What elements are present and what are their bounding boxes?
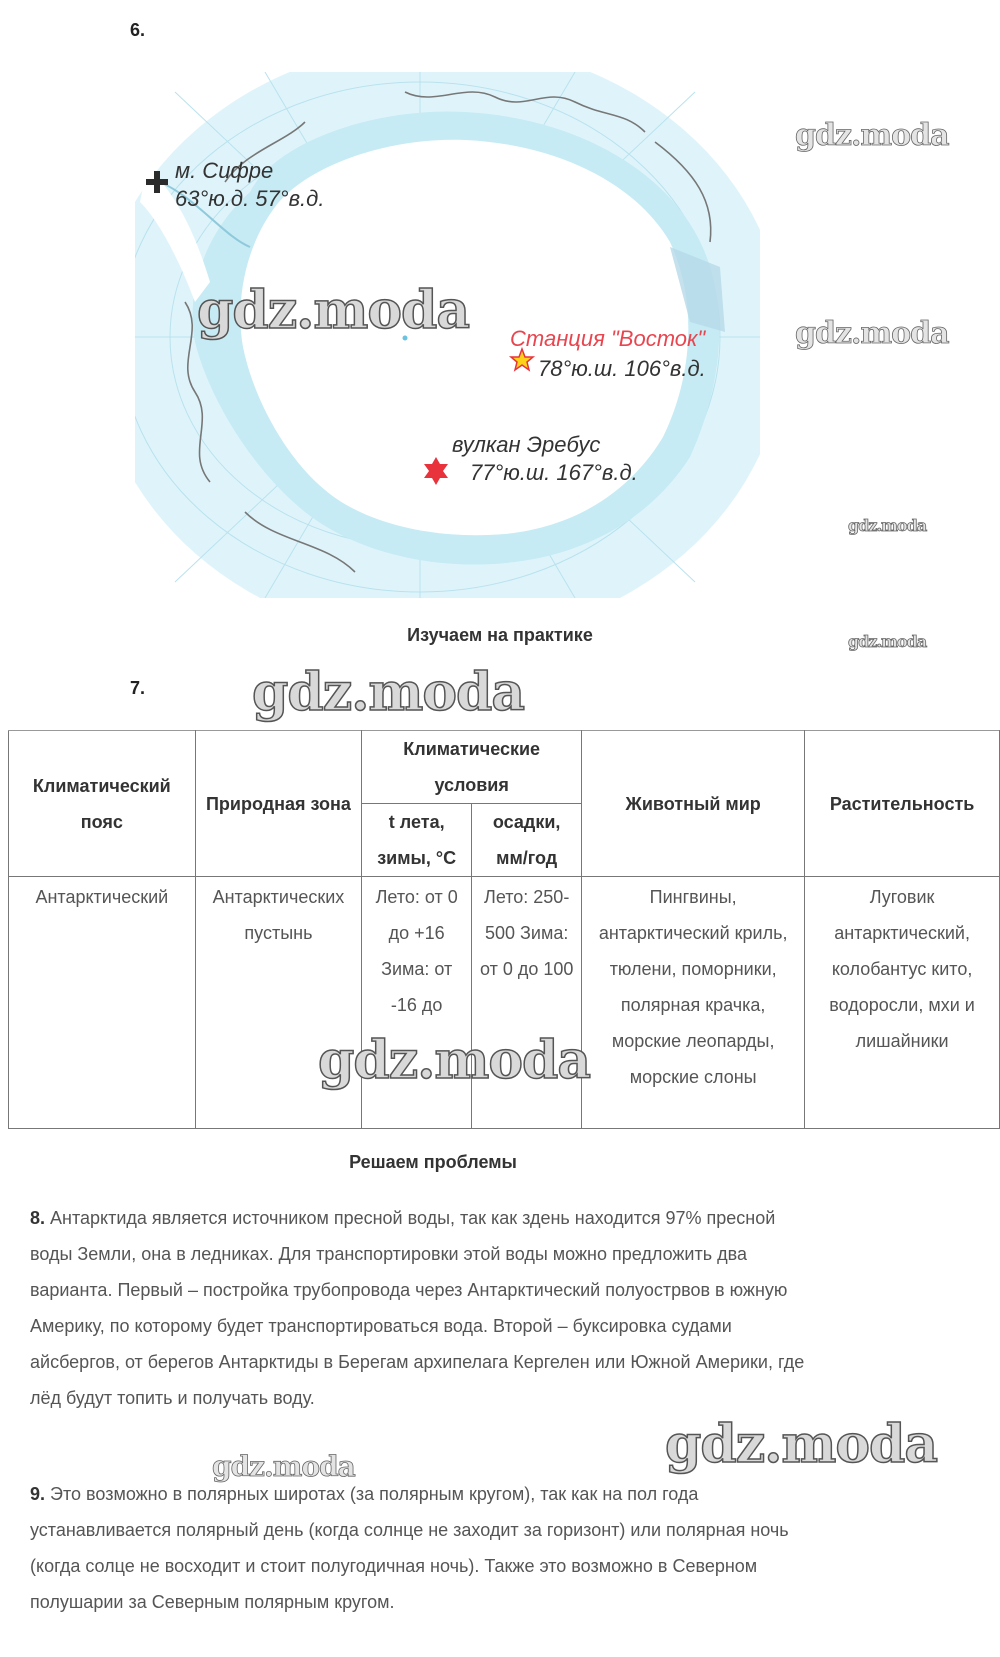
task-8-text: Антарктида является источником пресной воды, так как здень находится 97% пресной воды Земли, она в ледниках. Для транспортировки этой воды можно предложить два варианта. Первый – постройка трубопровода через Антарктический полуострвов в южную Америку, по которому будет транспортироваться вода. Второй – буксировка судами айсбергов, от берегов Антарктиды в Берегам архипелага Кергелен или Южной Америки, где лёд будут топить и получать воду. — [30, 1208, 805, 1408]
watermark: gdz.moda — [665, 1414, 938, 1475]
header-zone: Природная зона — [195, 731, 362, 877]
header-fauna: Животный мир — [582, 731, 805, 877]
sifre-label: м. Сифре — [175, 158, 274, 183]
watermark: gdz.moda — [848, 516, 927, 535]
watermark: gdz.moda — [795, 316, 949, 351]
watermark: gdz.moda — [252, 662, 525, 723]
header-flora: Растительность — [805, 731, 1000, 877]
watermark: gdz.moda — [212, 1450, 355, 1483]
watermark: gdz.moda — [795, 118, 949, 153]
header-temp: t лета, зимы, °C — [362, 804, 472, 877]
cell-precip: Лето: 250-500 Зима: от 0 до 100 — [472, 877, 582, 1129]
cell-flora: Луговик антарктический, колобантус кито, водоросли, мхи и лишайники — [805, 877, 1000, 1129]
antarctica-map — [135, 72, 760, 598]
task-9-paragraph — [30, 1476, 820, 1620]
header-belt: Климатический пояс — [9, 731, 196, 877]
header-precip: осадки, мм/год — [472, 804, 582, 877]
task-8-number: 8. — [30, 1208, 46, 1228]
task-9-text: Это возможно в полярных широтах (за полярным кругом), так как на пол года устанавливается полярный день (когда солнце не заходит за горизонт) или полярная ночь (когда солце не восходит и стоит полугодичная ночь). Также это возможно в Северном полушарии за Северным полярным кругом. — [30, 1484, 789, 1612]
cell-zone: Антарктических пустынь — [195, 877, 362, 1129]
sifre-coords: 63°ю.д. 57°в.д. — [175, 186, 325, 211]
cell-fauna: Пингвины, антарктический криль, тюлени, поморники, полярная крачка, морские леопарды, морские слоны — [582, 877, 805, 1129]
watermark: gdz.moda — [848, 632, 927, 651]
section-practice-heading: Изучаем на практике — [407, 625, 593, 645]
task-7-number: 7. — [130, 678, 146, 698]
cell-temp: Лето: от 0 до +16 Зима: от -16 до — [362, 877, 472, 1129]
erebus-coords: 77°ю.ш. 167°в.д. — [470, 460, 638, 485]
task-8-paragraph — [30, 1200, 820, 1416]
cell-belt: Антарктический — [9, 877, 196, 1129]
section-problems-heading: Решаем проблемы — [349, 1152, 517, 1172]
task-6-number: 6. — [130, 20, 146, 40]
watermark: gdz.moda — [197, 280, 470, 341]
header-climate: Климатические условия — [362, 731, 582, 804]
task-9-number: 9. — [30, 1484, 46, 1504]
vostok-coords: 78°ю.ш. 106°в.д. — [538, 356, 706, 381]
vostok-label: Станция "Восток" — [510, 326, 706, 351]
erebus-label: вулкан Эребус — [452, 432, 601, 457]
watermark: gdz.moda — [318, 1030, 591, 1091]
